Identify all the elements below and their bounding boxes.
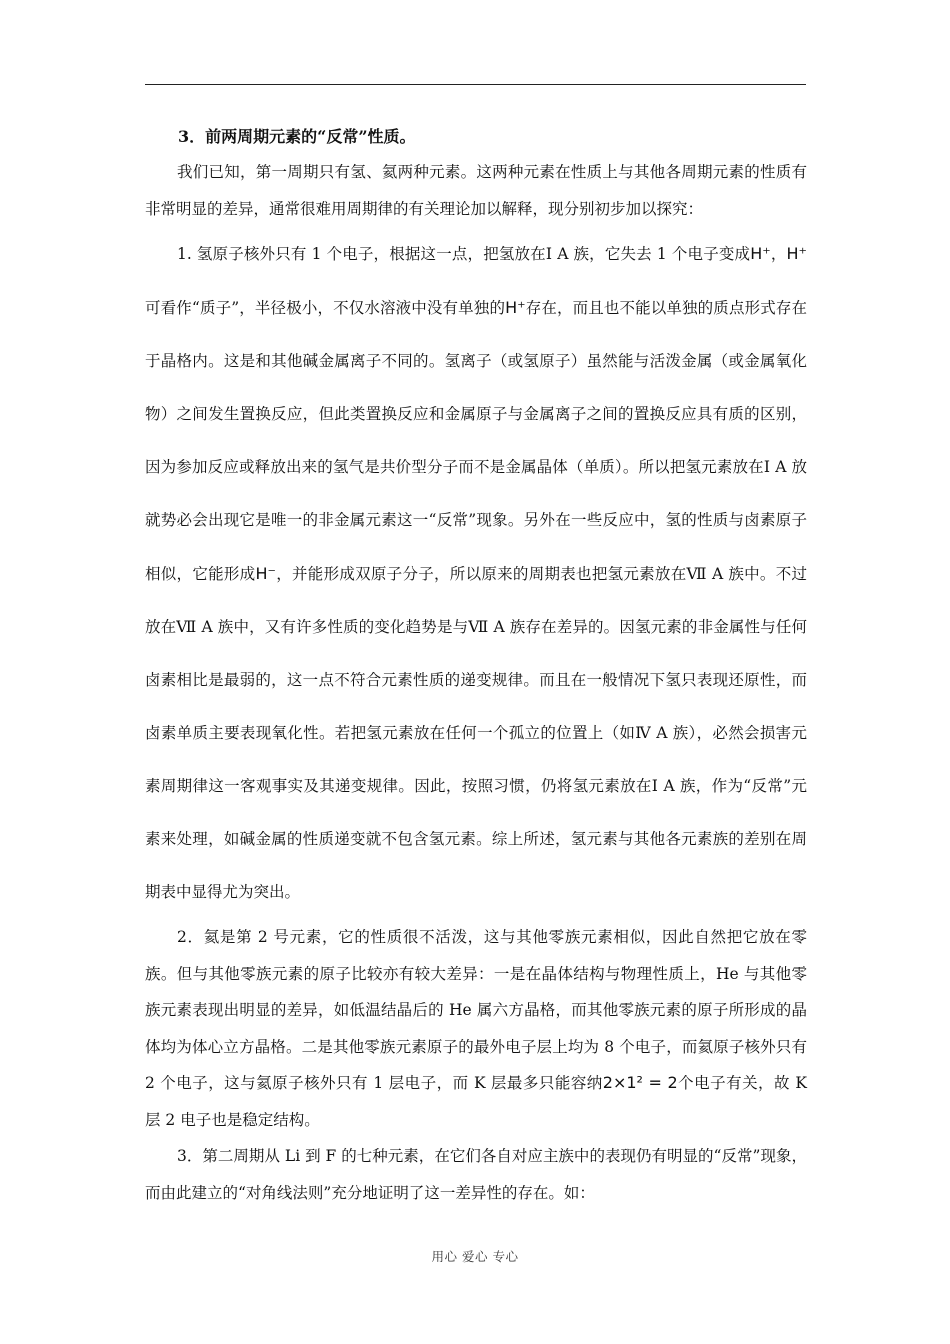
hydrogen-text-e: ，并能形成双原子分子，所以原来的周期表也把氢元素放在Ⅶ A 族中。不过放在Ⅶ A 族中，又有许多性质的变化趋势是与Ⅶ A 族存在差异的。因氢元素的非金属性与任何卤素相比是最弱的，这一点不符合元素性质的递变规律。而且在一般情况下氢只表现还原性，而卤素单质主要表现氧化性。若把氢元素放在任何一个孤立的位置上（如Ⅳ A 族），必然会损害元素周期律这一客观事实及其递变规律。因此，按照习惯，仍将氢元素放在Ⅰ A 族，作为“反常”元素来处理，如碱金属的性质递变就不包含氢元素。综上所述，氢元素与其他各元素族的差别在周期表中显得尤为突出。 — [145, 565, 807, 901]
hydrogen-text-c: 可看作“质子”，半径极小，不仅水溶液中没有单独的 — [145, 299, 506, 317]
helium-text-a: 2．氦是第 2 号元素，它的性质很不活泼，这与其他零族元素相似，因此自然把它放在零族。但与其他零族元素的原子比较亦有较大差异：一是在晶体结构与物理性质上，He 与其他零族元素表现出明显的差异，如低温结晶后的 He 属六方晶格，而其他零族元素的原子所形成的晶体均为体心立方晶格。二是其他零族元素原子的最外电子层上均为 8 个电子，而氦原子核外只有 2 个电子，这与氦原子核外只有 1 层电子，而 K 层最多只能容纳 — [145, 928, 807, 1092]
h-plus-ion: H⁺ — [750, 244, 771, 263]
h-plus-ion-2: H⁺ — [786, 244, 807, 263]
hydrogen-text-a: 1. 氢原子核外只有 1 个电子，根据这一点，把氢放在Ⅰ A 族，它失去 1 个电子变成 — [177, 245, 751, 263]
h-minus-ion: H⁻ — [255, 564, 276, 583]
page-footer: 用心 爱心 专心 — [431, 1249, 519, 1264]
section-heading: 3．前两周期元素的“反常”性质。 — [178, 127, 416, 146]
hydrogen-text-d: 存在，而且也不能以单独的质点形式存在于晶格内。这是和其他碱金属离子不同的。氢离子（或氢原子）虽然能与活泼金属（或金属氧化物）之间发生置换反应，但此类置换反应和金属原子与金属离子之间的置换反应具有质的区别，因为参加反应或释放出来的氢气是共价型分子而不是金属晶体（单质）。所以把氢元素放在Ⅰ A 放就势必会出现它是唯一的非金属元素这一“反常”现象。另外在一些反应中，氢的性质与卤素原子相似，它能形成 — [145, 299, 807, 583]
hydrogen-text-b: ， — [770, 245, 787, 263]
h-plus-ion-3: H⁺ — [505, 298, 526, 317]
document-body — [145, 96, 807, 1211]
header-rule — [145, 84, 806, 85]
helium-paragraph — [145, 919, 807, 1138]
k-shell-formula: 2×1² = 2 — [602, 1073, 678, 1092]
helium-text-b: 个电子有关，故 K 层 2 电子也是稳定结构。 — [145, 1074, 807, 1129]
intro-paragraph: 我们已知，第一周期只有氢、氦两种元素。这两种元素在性质上与其他各周期元素的性质有非常明显的差异，通常很难用周期律的有关理论加以解释，现分别初步加以探究： — [145, 163, 807, 218]
hydrogen-paragraph — [145, 227, 807, 919]
second-period-paragraph: 3．第二周期从 Li 到 F 的七种元素，在它们各自对应主族中的表现仍有明显的“反常”现象，而由此建立的“对角线法则”充分地证明了这一差异性的存在。如： — [145, 1147, 807, 1202]
